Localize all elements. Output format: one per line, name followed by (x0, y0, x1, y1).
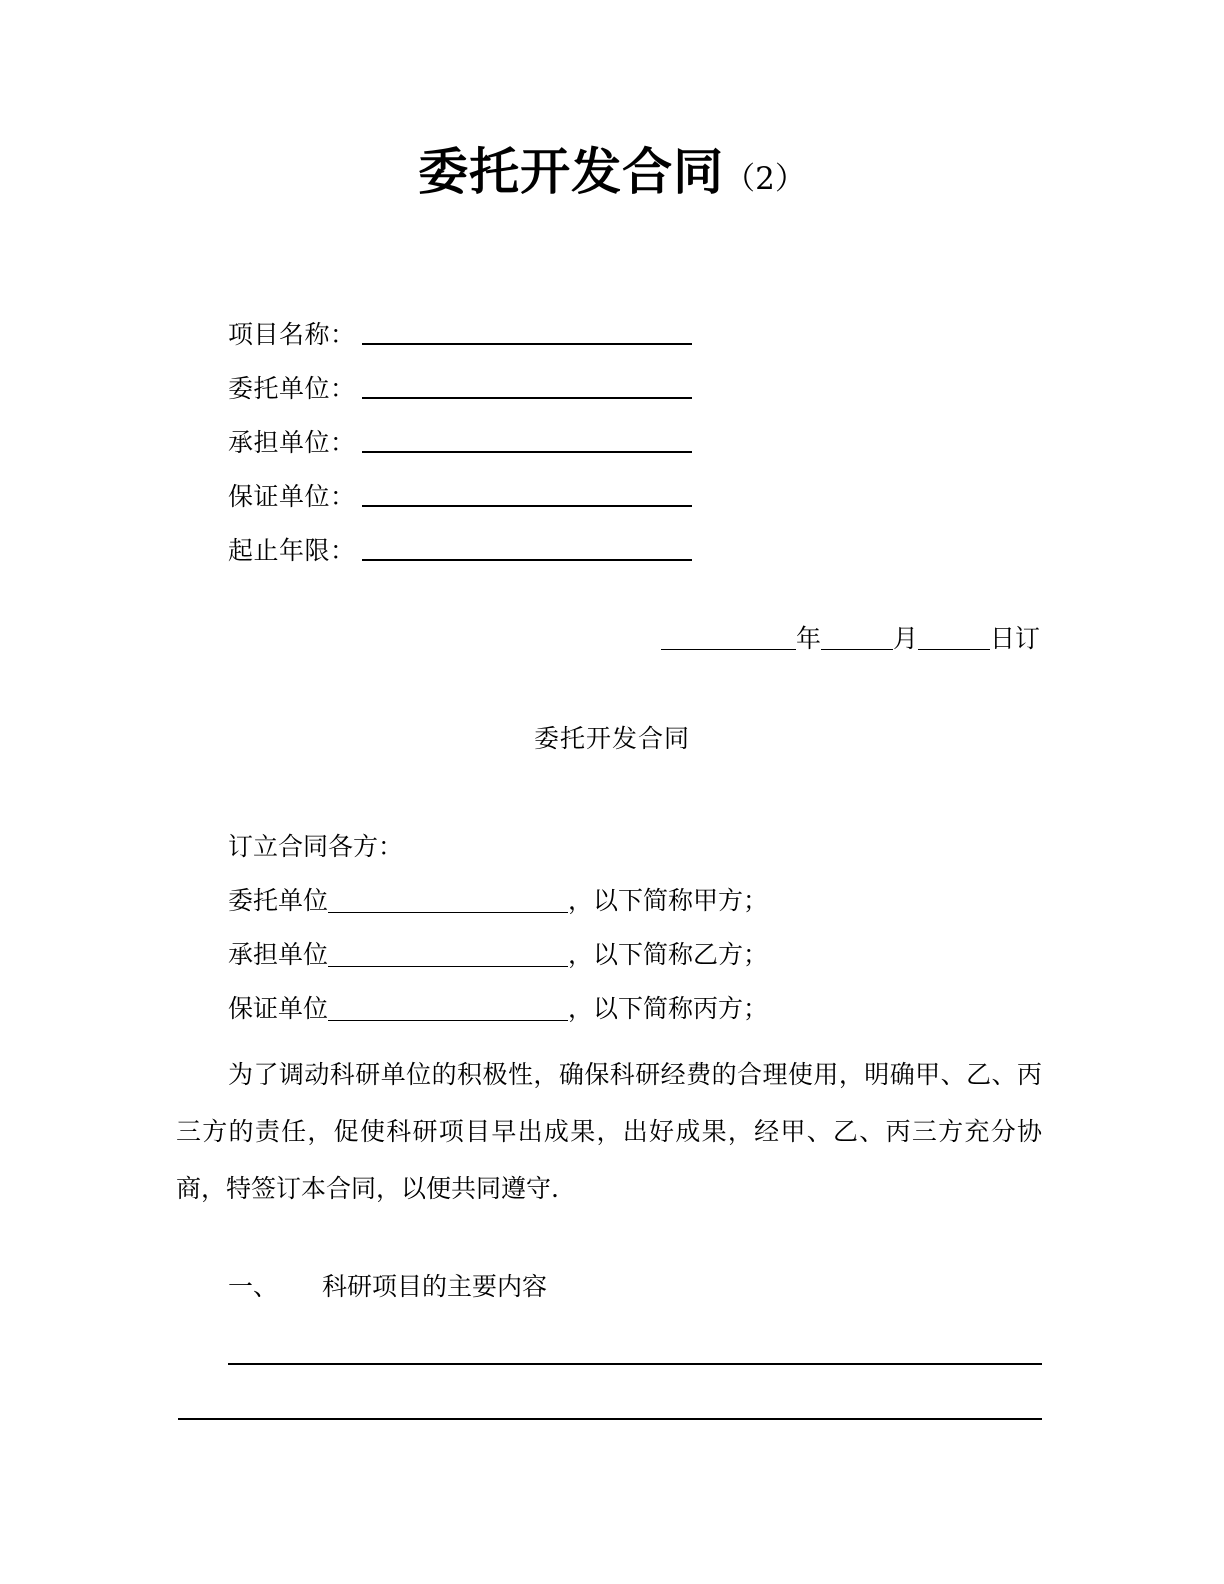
party-label-contractor: 承担单位 (228, 940, 329, 969)
form-row-contractor-unit (228, 404, 788, 458)
party-suffix-contractor: ，以下简称乙方； (568, 940, 769, 969)
preamble-paragraph: 为了调动科研单位的积极性，确保科研经费的合理使用，明确甲、乙、丙三方的责任，促使科研项目早出成果，出好成果，经甲、乙、丙三方充分协商，特签订本合同，以便共同遵守. (176, 1060, 1042, 1203)
party-row-client (228, 886, 1048, 940)
party-input-contractor[interactable] (328, 943, 568, 967)
date-input-year[interactable] (661, 627, 796, 650)
section-title-1: 科研项目的主要内容 (322, 1272, 548, 1301)
document-subtitle: 委托开发合同 (533, 724, 690, 753)
party-row-contractor (228, 940, 1048, 994)
date-unit-year: 年 (795, 624, 821, 653)
party-suffix-client: ，以下简称甲方； (568, 886, 769, 915)
contract-header-form (228, 296, 788, 566)
section-number-1: 一、 (228, 1272, 279, 1301)
page-title-main: 委托开发合同 (418, 142, 725, 201)
party-label-client: 委托单位 (228, 886, 329, 915)
form-label-duration: 起止年限： (228, 536, 356, 565)
page-title (0, 132, 1224, 204)
party-input-guarantor[interactable] (328, 997, 568, 1021)
form-label-contractor-unit: 承担单位： (228, 428, 356, 457)
date-unit-day: 日订 (989, 624, 1040, 653)
signing-date-line (0, 622, 1040, 656)
party-suffix-guarantor: ，以下简称丙方； (568, 994, 769, 1023)
form-row-guarantor-unit (228, 458, 788, 512)
form-label-guarantor-unit: 保证单位： (228, 482, 356, 511)
party-label-guarantor: 保证单位 (228, 994, 329, 1023)
form-row-project-name (228, 296, 788, 350)
answer-line-2[interactable] (178, 1418, 1042, 1420)
party-row-guarantor (228, 994, 1048, 1048)
form-input-client-unit[interactable] (362, 397, 692, 399)
date-input-month[interactable] (821, 627, 893, 650)
form-input-guarantor-unit[interactable] (362, 505, 692, 507)
page-title-suffix: （2） (724, 161, 806, 197)
answer-line-1[interactable] (228, 1363, 1042, 1365)
form-input-project-name[interactable] (362, 343, 692, 345)
date-unit-month: 月 (892, 624, 918, 653)
parties-section (228, 832, 1048, 1048)
date-input-day[interactable] (918, 627, 990, 650)
form-row-duration (228, 512, 788, 566)
form-label-client-unit: 委托单位： (228, 374, 356, 403)
party-input-client[interactable] (328, 889, 568, 913)
section-heading-1 (228, 1270, 547, 1304)
form-input-contractor-unit[interactable] (362, 451, 692, 453)
form-input-duration[interactable] (362, 559, 692, 561)
form-label-project-name: 项目名称： (228, 320, 356, 349)
parties-heading: 订立合同各方： (228, 832, 404, 861)
form-row-client-unit (228, 350, 788, 404)
